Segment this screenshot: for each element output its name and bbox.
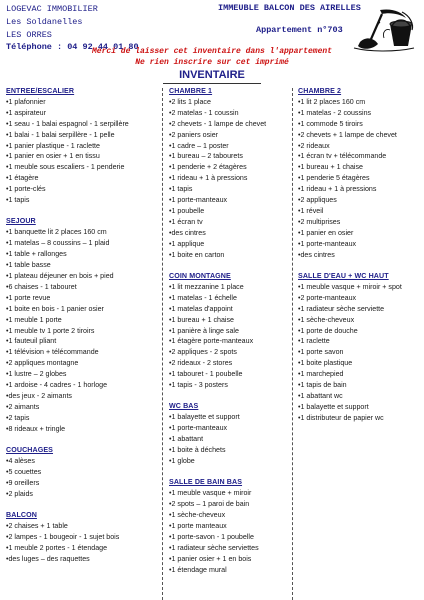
inventory-item: •2 multiprises <box>298 217 341 226</box>
inventory-item: •1 plateau déjeuner en bois + pied <box>6 272 114 280</box>
inventory-item: •1 balayette et support <box>169 413 240 422</box>
building-name: IMMEUBLE BALCON DES AIRELLES <box>218 3 361 13</box>
inventory-item: •1 applique <box>169 239 205 248</box>
inventory-item: •1 cadre – 1 poster <box>169 141 229 150</box>
inventory-item: •des luges – des raquettes <box>6 554 90 563</box>
inventory-item: •des jeux - 2 aimants <box>6 391 72 400</box>
inventory-item: •1 porte-savon - 1 poubelle <box>169 532 254 541</box>
inventory-item: •1 poubelle <box>169 206 205 215</box>
inventory-item: •2 appliques montagne <box>6 359 79 368</box>
inventory-item: •1 porte-manteaux <box>169 196 228 205</box>
inventory-item: •1 lit 2 places 160 cm <box>298 97 366 106</box>
inventory-item: •1 banquette lit 2 places 160 cm <box>6 228 107 237</box>
inventory-item: •1 seau - 1 balai espagnol - 1 serpillère <box>6 119 129 128</box>
inventory-item: •9 oreillers <box>6 478 40 487</box>
inventory-item: •1 abattant <box>169 435 204 444</box>
inventory-item: •1 bureau – 2 tabourets <box>169 152 243 161</box>
inventory-item: •1 bureau + 1 chaise <box>169 315 234 324</box>
inventory-item: •1 matelas - 2 coussins <box>298 108 372 117</box>
inventory-item: •1 commode 5 tiroirs <box>298 119 363 128</box>
inventory-item: •1 boite plastique <box>298 359 353 368</box>
agency-residence: Les Soldanelles <box>6 16 83 27</box>
inventory-item: •6 chaises - 1 tabouret <box>6 282 77 291</box>
inventory-item: •1 porte-clés <box>6 185 46 194</box>
inventory-item: •1 fauteuil pliant <box>6 337 57 346</box>
title-underline <box>163 83 261 84</box>
inventory-item: •1 globe <box>169 457 195 465</box>
section-title: COUCHAGES <box>6 446 54 455</box>
inventory-item: •1 lustre – 2 globes <box>6 370 67 379</box>
inventory-item: •2 rideaux <box>298 141 330 150</box>
section-salle-d-eau-wc-haut <box>298 271 422 424</box>
inventory-item: •2 chevets - 1 lampe de chevet <box>169 119 267 128</box>
section-title: CHAMBRE 1 <box>169 87 213 95</box>
inventory-item: •2 matelas - 1 coussin <box>169 108 239 117</box>
inventory-item: •2 chaises + 1 table <box>6 522 68 531</box>
inventory-column-3 <box>298 86 422 434</box>
inventory-item: •1 boite à déchets <box>169 446 226 455</box>
inventory-item: •2 lits 1 place <box>169 97 211 106</box>
inventory-item: •1 panière à linge sale <box>169 326 239 335</box>
inventory-item: •1 télévision + télécommande <box>6 348 99 357</box>
inventory-item: •1 radiateur sèche serviette <box>298 304 385 313</box>
inventory-item: •1 raclette <box>298 337 330 346</box>
inventory-item: •1 sèche-cheveux <box>298 315 355 324</box>
inventory-item: •2 rideaux - 2 stores <box>169 359 233 368</box>
inventory-item: •1 radiateur sèche serviettes <box>169 543 259 552</box>
inventory-item: •1 panier en osier <box>298 228 354 237</box>
cleaning-bucket-mop-icon <box>340 8 418 52</box>
inventory-item: •2 chevets + 1 lampe de chevet <box>298 130 397 139</box>
inventory-item: •des cintres <box>298 250 335 259</box>
inventory-item: •des cintres <box>169 228 206 237</box>
inventory-item: •1 étagère <box>6 174 39 183</box>
section-sejour <box>6 216 158 434</box>
column-divider <box>292 88 293 600</box>
inventory-item: •1 étagère porte-manteaux <box>169 337 254 346</box>
inventory-item: •1 table + rallonges <box>6 250 67 259</box>
section-coin-montagne <box>169 271 291 391</box>
inventory-item: •1 tapis <box>6 196 30 205</box>
inventory-item: •1 panier plastique - 1 raclette <box>6 141 100 150</box>
inventory-item: •2 porte-manteaux <box>298 293 357 302</box>
inventory-item: •1 abattant wc <box>298 391 343 400</box>
notice-do-not-write: Ne rien inscrire sur cet imprimé <box>135 57 289 67</box>
section-chambre-1 <box>169 86 291 261</box>
inventory-item: •8 rideaux + tringle <box>6 424 66 433</box>
inventory-item: •1 rideau + 1 à pressions <box>298 185 377 194</box>
inventory-item: •1 matelas - 1 échelle <box>169 293 237 302</box>
inventory-item: •1 bureau + 1 chaise <box>298 163 363 172</box>
inventory-item: •1 penderie + 2 étagères <box>169 163 247 172</box>
inventory-item: •1 porte-manteaux <box>169 424 228 433</box>
inventory-column-2 <box>169 86 291 586</box>
inventory-item: •1 tapis de bain <box>298 381 347 390</box>
section-salle-de-bain-bas <box>169 477 291 575</box>
section-title: CHAMBRE 2 <box>298 87 342 95</box>
inventory-item: •1 porte savon <box>298 348 344 357</box>
section-title: WC BAS <box>169 402 199 411</box>
inventory-item: •5 couettes <box>6 467 42 476</box>
inventory-item: •1 table basse <box>6 261 51 270</box>
inventory-item: •1 boite en bois - 1 panier osier <box>6 304 104 313</box>
document-title: INVENTAIRE <box>179 69 245 81</box>
apartment-number: Appartement n°703 <box>256 25 343 35</box>
inventory-item: •1 boite en carton <box>169 250 225 259</box>
agency-town: LES ORRES <box>6 29 52 40</box>
notice-block <box>0 47 424 68</box>
inventory-item: •1 réveil <box>298 206 324 215</box>
inventory-item: •1 meuble vasque + miroir <box>169 489 252 498</box>
inventory-item: •1 tabouret - 1 poubelle <box>169 370 243 379</box>
inventory-item: •1 matelas d'appoint <box>169 304 233 313</box>
inventory-item: •1 meuble 1 porte <box>6 315 62 324</box>
column-divider <box>162 88 163 600</box>
notice-leave-inventory: Merci de laisser cet inventaire dans l'appartement <box>91 47 333 56</box>
section-wc-bas <box>169 401 291 466</box>
section-title: SALLE DE BAIN BAS <box>169 478 243 487</box>
inventory-item: •1 distributeur de papier wc <box>298 413 384 422</box>
inventory-item: •1 lit mezzanine 1 place <box>169 282 244 291</box>
inventory-item: •1 porte revue <box>6 293 51 302</box>
section-title: SEJOUR <box>6 217 36 226</box>
inventory-item: •1 meuble sous escaliers - 1 penderie <box>6 163 125 172</box>
inventory-item: •2 aimants <box>6 402 40 411</box>
inventory-item: •2 lampes - 1 bougeoir - 1 sujet bois <box>6 532 120 541</box>
inventory-item: •1 porte de douche <box>298 326 358 335</box>
agency-phone: Téléphone : 04 92 44 01 80 <box>6 42 139 53</box>
inventory-item: •1 marchepied <box>298 370 344 379</box>
inventory-item: •1 porte-manteaux <box>298 239 357 248</box>
inventory-item: •1 meuble tv 1 porte 2 tiroirs <box>6 326 95 335</box>
inventory-item: •1 aspirateur <box>6 108 46 117</box>
inventory-item: •1 tapis - 3 posters <box>169 381 228 390</box>
inventory-item: •2 appliques <box>298 196 337 205</box>
inventory-item: •1 meuble 2 portes - 1 étendage <box>6 543 108 552</box>
inventory-item: •1 panier osier + 1 en bois <box>169 554 252 563</box>
inventory-item: •2 paniers osier <box>169 130 219 139</box>
inventory-item: •1 étendage mural <box>169 565 227 574</box>
inventory-column-1 <box>6 86 158 575</box>
section-title: ENTREE/ESCALIER <box>6 87 75 95</box>
inventory-item: •2 appliques - 2 spots <box>169 348 237 357</box>
inventory-item: •2 tapis <box>6 413 30 422</box>
inventory-item: •1 penderie 5 étagères <box>298 174 370 183</box>
section-chambre-2 <box>298 86 422 261</box>
inventory-item: •1 balai - 1 balai serpillère - 1 pelle <box>6 130 115 139</box>
inventory-item: •1 sèche-cheveux <box>169 511 226 520</box>
section-title: BALCON <box>6 511 37 520</box>
inventory-item: •2 plaids <box>6 489 33 498</box>
section-title: SALLE D'EAU + WC HAUT <box>298 272 389 280</box>
section-couchages <box>6 445 158 500</box>
inventory-item: •1 matelas – 8 coussins – 1 plaid <box>6 239 110 248</box>
agency-name: LOGEVAC IMMOBILIER <box>6 4 98 14</box>
section-balcon <box>6 510 158 565</box>
inventory-item: •1 meuble vasque + miroir + spot <box>298 282 402 291</box>
inventory-item: •1 rideau + 1 à pressions <box>169 174 248 183</box>
inventory-item: •2 spots – 1 paroi de bain <box>169 500 250 509</box>
inventory-item: •1 écran tv <box>169 217 203 226</box>
section-entree-escalier <box>6 86 158 206</box>
inventory-item: •1 porte manteaux <box>169 522 227 531</box>
inventory-item: •1 ardoise - 4 cadres - 1 horloge <box>6 381 108 390</box>
inventory-item: •1 balayette et support <box>298 402 369 411</box>
section-title: COIN MONTAGNE <box>169 272 231 280</box>
inventory-item: •1 tapis <box>169 185 193 194</box>
inventory-item: •1 panier en osier + 1 en tissu <box>6 152 100 161</box>
inventory-item: •4 alèses <box>6 457 35 465</box>
inventory-item: •1 écran tv + télécommande <box>298 152 387 161</box>
inventory-item: •1 plafonnier <box>6 97 46 106</box>
